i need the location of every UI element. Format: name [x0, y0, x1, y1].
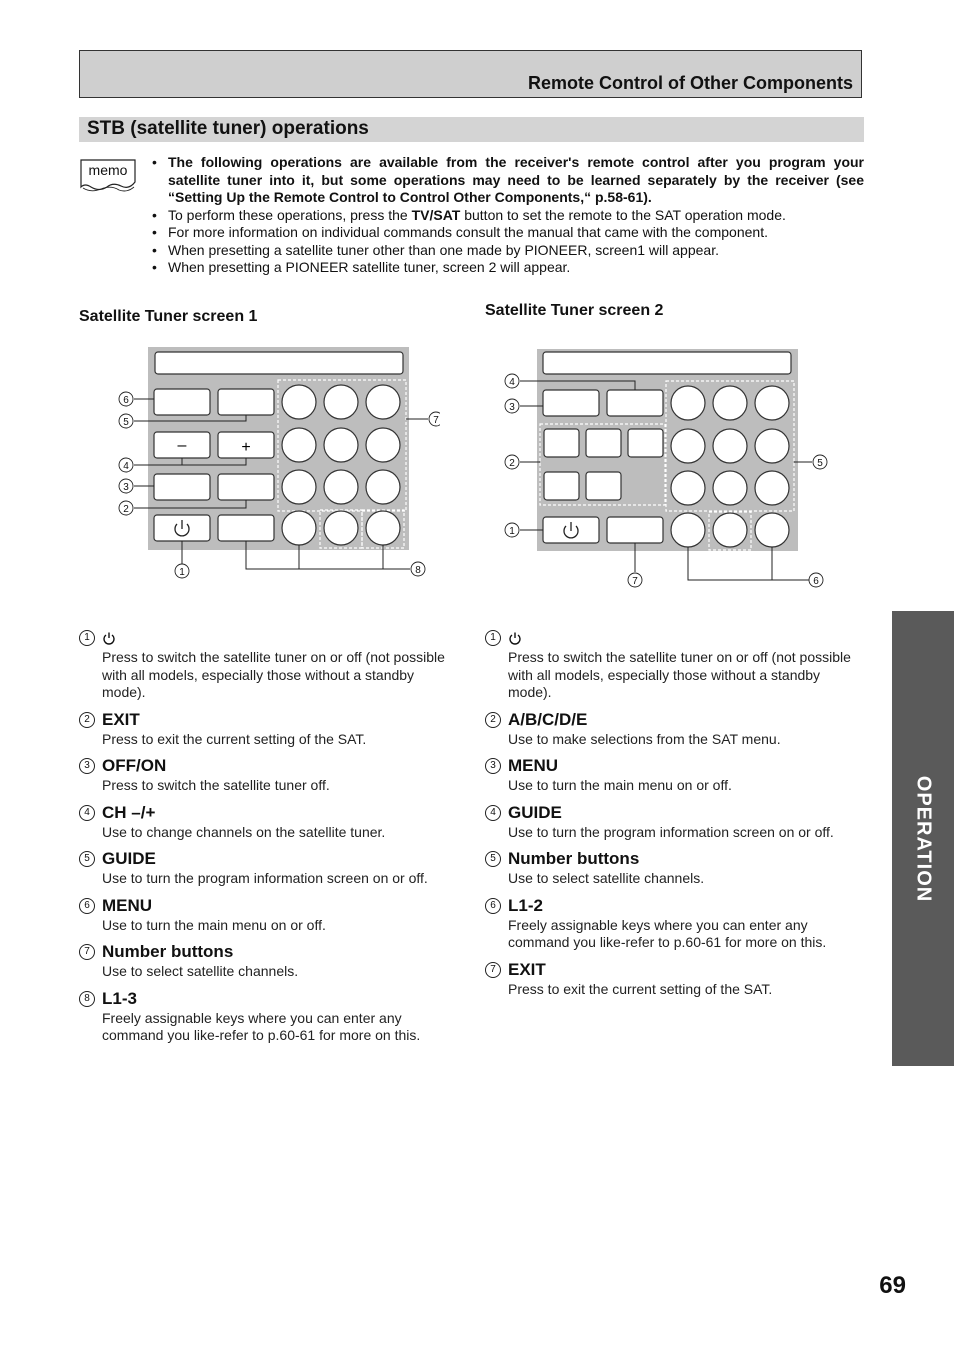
screen2-title: Satellite Tuner screen 2	[485, 302, 664, 319]
chapter-title: Remote Control of Other Components	[528, 73, 853, 93]
l1-button[interactable]	[282, 511, 316, 545]
tv-sat-key: TV/SAT	[411, 206, 461, 223]
screen1-diagram	[110, 340, 440, 595]
desc-entry	[79, 709, 454, 749]
desc-entry	[79, 627, 454, 702]
desc-entry	[79, 848, 454, 888]
number-button[interactable]	[366, 428, 400, 462]
screen1-descriptions	[79, 627, 454, 1052]
c-button[interactable]	[628, 429, 663, 457]
e-button[interactable]	[586, 472, 621, 500]
item-label: EXIT	[508, 959, 546, 979]
plus-glyph: +	[241, 439, 251, 456]
item-description: Use to turn the main menu on or off.	[102, 916, 326, 933]
callout-7: 7	[433, 415, 439, 426]
item-description: Freely assignable keys where you can enter any command you like-refer to p.60-61 for more on this.	[508, 916, 827, 950]
item-label: CH –/+	[102, 802, 156, 822]
item-label: GUIDE	[508, 802, 562, 822]
l2-button[interactable]	[324, 511, 358, 545]
item-description: Press to switch the satellite tuner on or off (not possible with all models, especially those without a standby mode).	[508, 649, 851, 700]
screen2-descriptions	[485, 627, 860, 1005]
desc-entry	[79, 802, 454, 842]
item-description: Use to turn the main menu on or off.	[508, 777, 732, 793]
number-button[interactable]	[671, 429, 705, 463]
number-buttons	[671, 386, 789, 505]
item-number: 1	[79, 630, 95, 646]
memo-item: • For more information on individual commands consult the manual that came with the component.	[152, 224, 864, 242]
callout-1: 1	[509, 526, 515, 537]
item-number: 5	[485, 851, 501, 867]
item-number: 4	[485, 805, 501, 821]
desc-entry	[485, 755, 860, 795]
blank-button[interactable]	[218, 515, 274, 541]
item-number: 4	[79, 805, 95, 821]
number-button[interactable]	[282, 385, 316, 419]
number-button[interactable]	[755, 471, 789, 505]
item-description: Use to turn the program information screen on or off.	[508, 823, 834, 840]
item-description: Use to make selections from the SAT menu.	[508, 730, 781, 747]
item-number: 2	[79, 712, 95, 728]
memo-bullet2-pre: To perform these operations, press the	[168, 206, 412, 223]
callout-6: 6	[123, 395, 129, 406]
callout-3: 3	[123, 482, 129, 493]
section-title: STB (satellite tuner) operations	[87, 118, 369, 139]
item-description: Freely assignable keys where you can enter any command you like-refer to p.60-61 for more on this.	[102, 1009, 421, 1043]
desc-entry	[79, 895, 454, 935]
desc-entry	[79, 941, 454, 981]
number-button[interactable]	[282, 470, 316, 504]
desc-entry	[485, 895, 860, 952]
off-on-button[interactable]	[154, 474, 210, 500]
memo-label: memo	[88, 162, 128, 178]
desc-entry	[79, 988, 454, 1045]
exit-button[interactable]	[607, 517, 663, 543]
number-button[interactable]	[282, 428, 316, 462]
item-number: 8	[79, 991, 95, 1007]
item-number: 2	[485, 712, 501, 728]
number-button[interactable]	[713, 429, 747, 463]
desc-entry	[485, 802, 860, 842]
callout-1: 1	[179, 567, 185, 578]
menu-button[interactable]	[154, 389, 210, 415]
item-description: Press to exit the current setting of the SAT.	[508, 980, 773, 997]
page-number: 69	[879, 1272, 906, 1299]
callout-3: 3	[509, 402, 515, 413]
memo-bullet2-post: button to set the remote to the SAT operation mode.	[460, 206, 786, 223]
item-number: 3	[79, 758, 95, 774]
screen1-title: Satellite Tuner screen 1	[79, 308, 258, 325]
l3-button[interactable]	[366, 511, 400, 545]
menu-button[interactable]	[543, 390, 599, 416]
callout-4: 4	[123, 461, 129, 472]
item-number: 3	[485, 758, 501, 774]
memo-bullet5: When presetting a PIONEER satellite tuner, screen 2 will appear.	[168, 259, 571, 275]
number-button[interactable]	[324, 428, 358, 462]
item-label: A/B/C/D/E	[508, 709, 588, 729]
l2-button[interactable]	[755, 513, 789, 547]
callout-4: 4	[509, 377, 515, 388]
desc-entry	[485, 848, 860, 888]
item-description: Use to change channels on the satellite tuner.	[102, 823, 386, 840]
item-description: Press to switch the satellite tuner on or off (not possible with all models, especially those without a standby mode).	[102, 649, 445, 700]
callout-6: 6	[813, 576, 819, 587]
item-number: 5	[79, 851, 95, 867]
item-label: GUIDE	[102, 849, 156, 869]
item-description: Use to turn the program information screen on or off.	[102, 870, 428, 886]
memo-icon	[79, 157, 137, 193]
memo-item: • The following operations are available from the receiver's remote control after you program your satellite tuner into it, but some operations may need to be learned separately by the receiver (see “Setting Up the Remote Control to Control Other Components,“ p.58-61).	[152, 154, 864, 205]
desc-entry	[79, 755, 454, 795]
number-button[interactable]	[324, 385, 358, 419]
number-buttons	[282, 385, 400, 504]
section-bar	[79, 117, 864, 142]
item-label: MENU	[102, 895, 153, 915]
memo-bold-note: The following operations are available from the receiver's remote control after you program your satellite tuner into it, but some operations may need to be learned separately by the receiver (see “Setting Up the Remote Control to Control Other Components,“ p.58-61).	[168, 154, 864, 205]
item-number: 6	[485, 898, 501, 914]
number-button[interactable]	[324, 470, 358, 504]
number-button[interactable]	[713, 471, 747, 505]
item-description: Use to select satellite channels.	[508, 870, 705, 886]
callout-8: 8	[415, 565, 421, 576]
number-button[interactable]	[366, 470, 400, 504]
number-button[interactable]	[755, 429, 789, 463]
number-button[interactable]	[671, 471, 705, 505]
callout-7: 7	[632, 576, 638, 587]
screen1-display-bar	[155, 352, 403, 374]
item-description: Use to select satellite channels.	[102, 963, 299, 979]
item-description: Press to exit the current setting of the SAT.	[102, 730, 367, 747]
callout-2: 2	[123, 504, 129, 515]
guide-button[interactable]	[607, 390, 663, 416]
memo-bullet4: When presetting a satellite tuner other than one made by PIONEER, screen1 will appear.	[168, 241, 719, 258]
desc-entry	[485, 709, 860, 749]
chapter-header	[79, 50, 862, 98]
guide-button[interactable]	[218, 389, 274, 415]
item-label: OFF/ON	[102, 756, 167, 776]
minus-glyph: –	[177, 437, 187, 454]
memo-bullet3: For more information on individual commands consult the manual that came with the component.	[168, 224, 768, 240]
operation-side-tab	[892, 611, 954, 1066]
callout-5: 5	[123, 417, 129, 428]
desc-entry	[485, 627, 860, 702]
number-button[interactable]	[713, 513, 747, 547]
item-number: 7	[485, 962, 501, 978]
d-button[interactable]	[544, 472, 579, 500]
exit-button[interactable]	[218, 474, 274, 500]
a-button[interactable]	[544, 429, 579, 457]
desc-entry	[485, 959, 860, 999]
side-tab-label: OPERATION	[912, 775, 935, 902]
memo-item: • When presetting a PIONEER satellite tuner, screen 2 will appear.	[152, 259, 864, 277]
item-label: Number buttons	[102, 942, 234, 962]
item-description: Press to switch the satellite tuner off.	[102, 777, 330, 793]
item-label: L1-2	[508, 895, 543, 915]
item-number: 6	[79, 898, 95, 914]
power-icon	[102, 631, 116, 645]
item-label: MENU	[508, 756, 559, 776]
number-button[interactable]	[366, 385, 400, 419]
memo-list	[152, 154, 864, 277]
power-icon	[508, 631, 522, 645]
callout-5: 5	[817, 458, 823, 469]
number-button[interactable]	[713, 386, 747, 420]
number-button[interactable]	[671, 386, 705, 420]
item-label: L1-3	[102, 988, 137, 1008]
item-label: EXIT	[102, 709, 140, 729]
item-number: 7	[79, 944, 95, 960]
callout-2: 2	[509, 458, 515, 469]
memo-item: • To perform these operations, press the TV/SAT button to set the remote to the SAT operation mode.	[152, 206, 786, 223]
item-label: Number buttons	[508, 849, 640, 869]
memo-item: • When presetting a satellite tuner other than one made by PIONEER, screen1 will appear.	[152, 242, 864, 260]
number-button[interactable]	[755, 386, 789, 420]
item-number: 1	[485, 630, 501, 646]
screen2-diagram	[500, 340, 830, 595]
screen2-display-bar	[543, 352, 791, 374]
b-button[interactable]	[586, 429, 621, 457]
l1-button[interactable]	[671, 513, 705, 547]
